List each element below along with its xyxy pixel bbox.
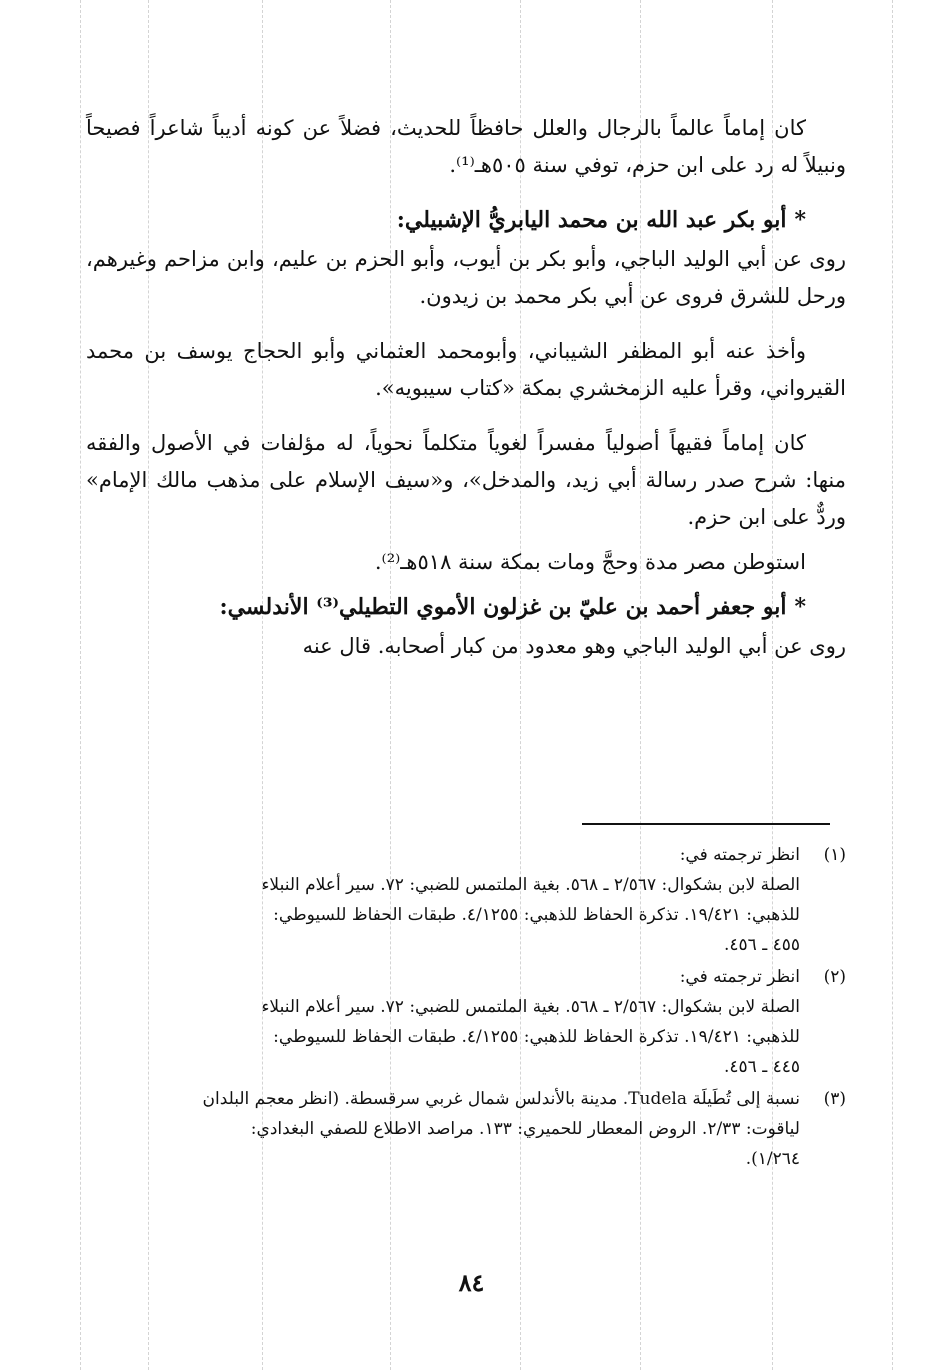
biography-heading [86,589,846,626]
scan-guide-line [892,0,893,1370]
star-bullet-icon: * [794,207,806,233]
footnote-number: (٢) [823,967,846,987]
footnote-line: ٤٤٥ ـ ٤٥٦. [723,1057,800,1077]
paragraph: كان إماماً فقيهاً أصولياً مفسراً لغوياً متكلماً نحوياً، له مؤلفات في الأصول والفقه منها: شرح صدر رسالة أبي زيد، والمدخل»، و«سيف الإسلام على مذهب مالك الإمام» وردٌّ على ابن حزم. [86,431,846,529]
footnote-line: لياقوت: ٢/٣٣. الروض المعطار للحميري: ١٣٣. مراصد الاطلاع للصفي البغدادي: [250,1119,800,1139]
paragraph: استوطن مصر مدة وحجَّ ومات بمكة سنة ٥١٨هـ⁽²⁾. [374,550,806,574]
biography-heading [86,202,846,239]
footnote-line: ١/٢٦٤). [745,1149,800,1169]
heading-text: أبو جعفر أحمد بن عليّ بن غزلون الأموي التطيلي⁽³⁾ الأندلسي: [219,594,787,620]
footnotes [86,840,846,1176]
footnote [86,962,846,1082]
paragraph: روى عن أبي الوليد الباجي، وأبو بكر بن أيوب، وأبو الحزم بن عليم، وابن مزاحم وغيرهم، ورحل للشرق فروى عن أبي بكر محمد بن زيدون. [86,247,846,308]
heading-text: أبو بكر عبد الله بن محمد اليابريُّ الإشبيلي: [396,207,787,233]
paragraph: كان إماماً عالماً بالرجال والعلل حافظاً للحديث، فضلاً عن كونه أديباً شاعراً فصيحاً ونبيلاً له رد على ابن حزم، توفي سنة ٥٠٥هـ⁽¹⁾. [86,116,846,177]
footnote-line: ٤٥٥ ـ ٤٥٦. [723,935,800,955]
footnote-line: للذهبي: ١٩/٤٢١. تذكرة الحفاظ للذهبي: ٤/١٢٥٥. طبقات الحفاظ للسيوطي: [273,905,800,925]
footnote-number: (٣) [823,1089,846,1109]
footnote [86,840,846,960]
footnote-line: نسبة إلى تُطَيلَة Tudela. مدينة بالأندلس شمال غربي سرقسطة. (انظر معجم البلدان [202,1089,800,1109]
footnote-number: (١) [823,845,846,865]
paragraph: روى عن أبي الوليد الباجي وهو معدود من كبار أصحابه. قال عنه [302,634,846,658]
footnote-separator [582,823,830,825]
footnote-line: انظر ترجمته في: [679,967,800,987]
footnote-line: الصلة لابن بشكوال: ٢/٥٦٧ ـ ٥٦٨. بغية الملتمس للضبي: ٧٢. سير أعلام النبلاء [261,997,800,1017]
main-text [86,110,846,683]
footnote-line: انظر ترجمته في: [679,845,800,865]
footnote [86,1084,846,1174]
scan-guide-line [80,0,81,1370]
star-bullet-icon: * [794,594,806,620]
footnote-line: للذهبي: ١٩/٤٢١. تذكرة الحفاظ للذهبي: ٤/١٢٥٥. طبقات الحفاظ للسيوطي: [273,1027,800,1047]
page-number: ٨٤ [458,1268,485,1297]
paragraph: وأخذ عنه أبو المظفر الشيباني، وأبومحمد العثماني وأبو الحجاج يوسف بن محمد القيرواني، وقرأ عليه الزمخشري بمكة «كتاب سيبويه». [86,339,846,400]
footnote-line: الصلة لابن بشكوال: ٢/٥٦٧ ـ ٥٦٨. بغية الملتمس للضبي: ٧٢. سير أعلام النبلاء [261,875,800,895]
